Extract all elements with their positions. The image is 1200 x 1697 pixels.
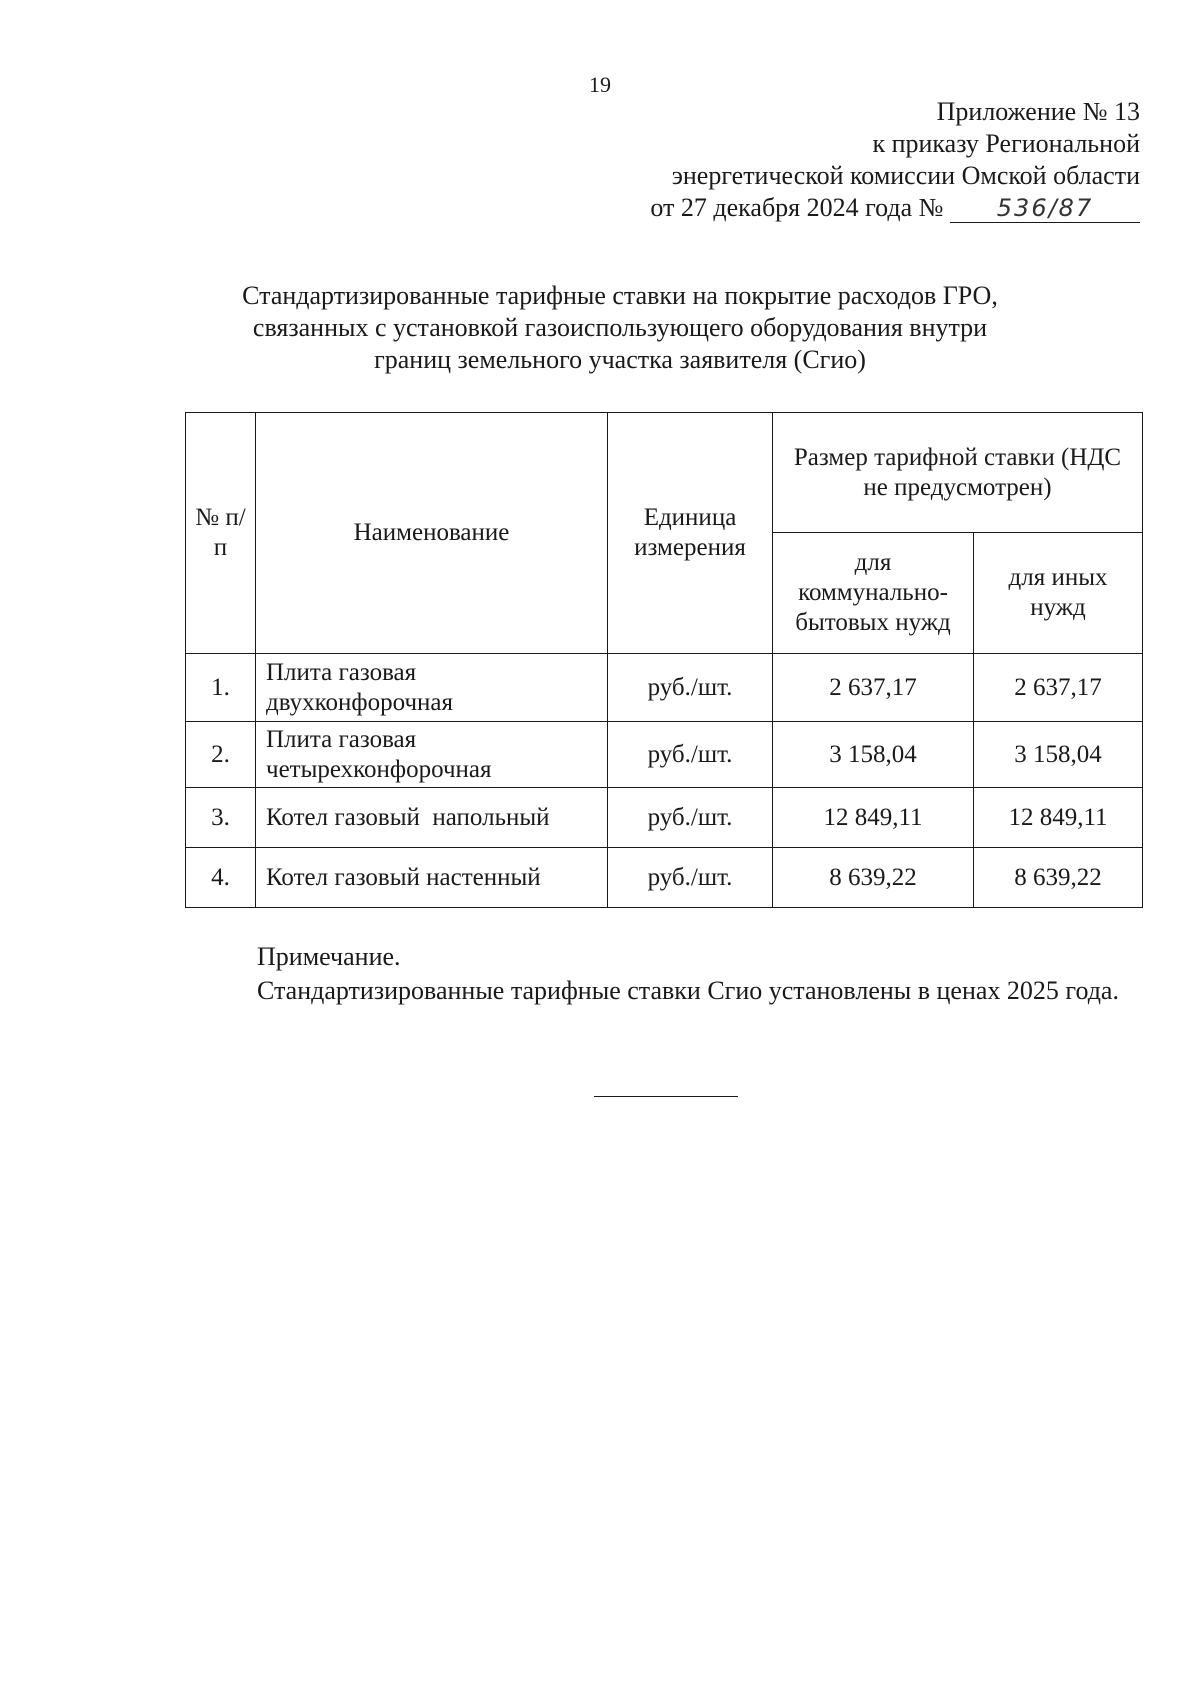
header-unit: Единица измерения — [608, 413, 773, 654]
header-row-1 — [186, 413, 1143, 533]
row-num: 3. — [186, 788, 256, 848]
row-household: 3 158,04 — [773, 722, 974, 788]
row-name: Котел газовый напольный — [256, 788, 608, 848]
appendix-header — [580, 96, 1140, 224]
document-title — [160, 280, 1080, 376]
tariff-table — [185, 412, 1143, 908]
row-other: 3 158,04 — [974, 722, 1143, 788]
header-other: для иных нужд — [974, 533, 1143, 654]
row-name: Плита газовая двухконфорочная — [256, 654, 608, 722]
row-other: 12 849,11 — [974, 788, 1143, 848]
row-household: 2 637,17 — [773, 654, 974, 722]
row-num: 1. — [186, 654, 256, 722]
appendix-line-1: Приложение № 13 — [936, 97, 1140, 126]
row-unit: руб./шт. — [608, 722, 773, 788]
row-household: 12 849,11 — [773, 788, 974, 848]
row-unit: руб./шт. — [608, 788, 773, 848]
row-unit: руб./шт. — [608, 848, 773, 908]
header-name: Наименование — [256, 413, 608, 654]
table-row — [186, 788, 1143, 848]
title-line-1: Стандартизированные тарифные ставки на покрытие расходов ГРО, — [242, 281, 998, 310]
row-num: 4. — [186, 848, 256, 908]
note-section — [185, 940, 1130, 1008]
header-num: № п/п — [186, 413, 256, 654]
end-divider — [594, 1096, 738, 1097]
appendix-line-3: энергетической комиссии Омской области — [671, 161, 1140, 190]
row-other: 8 639,22 — [974, 848, 1143, 908]
header-rate-group: Размер тарифной ставки (НДС не предусмотрен) — [773, 413, 1143, 533]
title-line-2: связанных с установкой газоиспользующего оборудования внутри — [252, 313, 988, 342]
title-line-3: границ земельного участка заявителя (Сгио) — [374, 345, 866, 374]
row-unit: руб./шт. — [608, 654, 773, 722]
row-other: 2 637,17 — [974, 654, 1143, 722]
table-row — [186, 654, 1143, 722]
row-household: 8 639,22 — [773, 848, 974, 908]
page-number: 19 — [589, 72, 611, 97]
row-num: 2. — [186, 722, 256, 788]
row-name: Плита газовая четырехконфорочная — [256, 722, 608, 788]
order-date: от 27 декабря 2024 года № — [650, 193, 944, 222]
row-name: Котел газовый настенный — [256, 848, 608, 908]
table-row — [186, 722, 1143, 788]
order-number: 536/87 — [950, 194, 1140, 223]
note-text: Стандартизированные тарифные ставки Сгио установлены в ценах 2025 года. — [257, 976, 1119, 1005]
appendix-line-4 — [580, 192, 1140, 224]
note-label: Примечание. — [257, 942, 401, 971]
appendix-line-2: к приказу Региональной — [872, 129, 1140, 158]
header-household: для коммунально-бытовых нужд — [773, 533, 974, 654]
table-row — [186, 848, 1143, 908]
